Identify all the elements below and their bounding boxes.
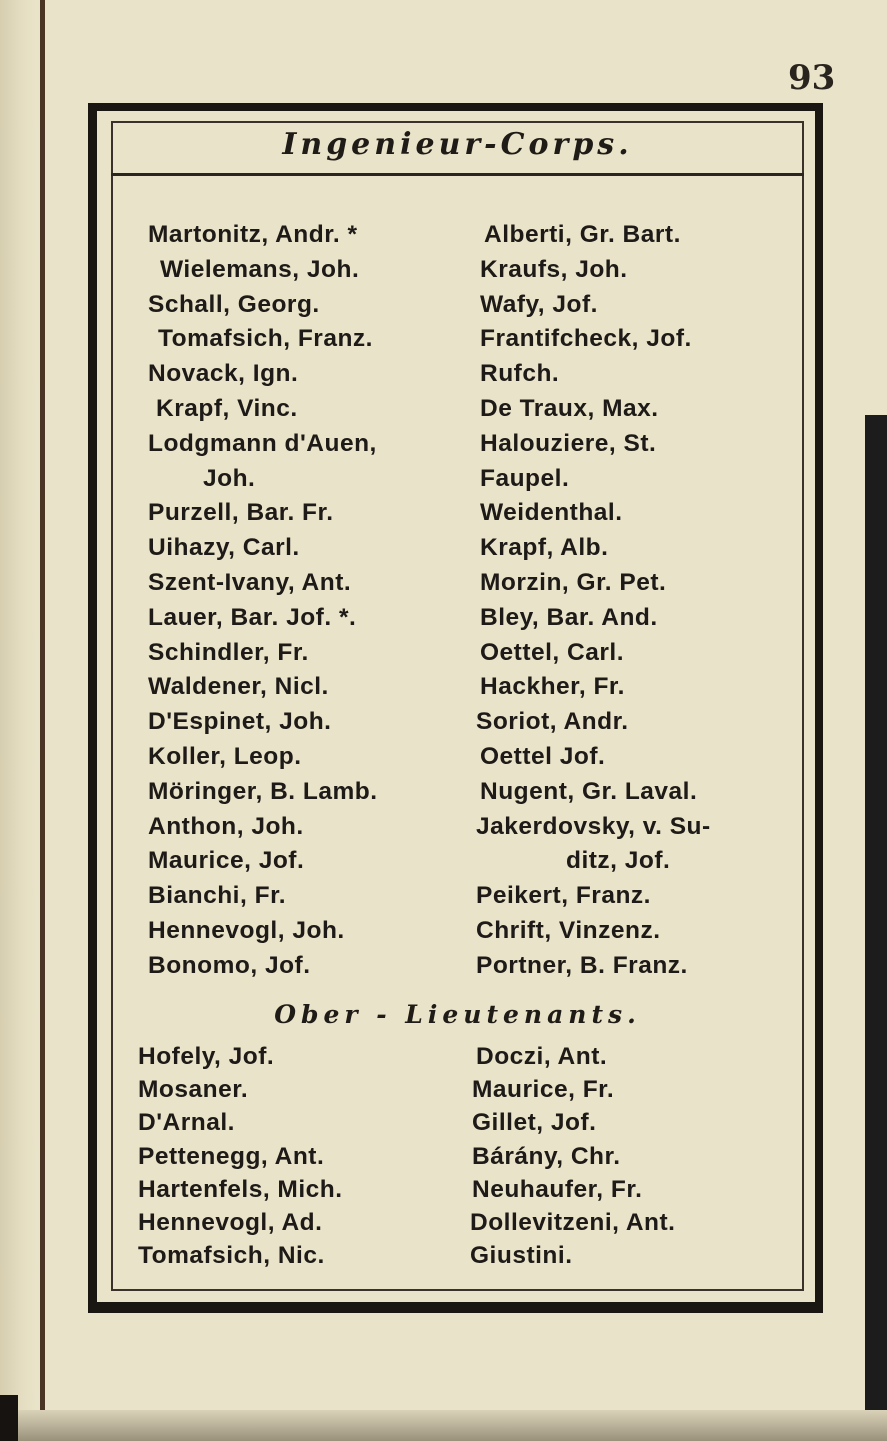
list-entry: Hennevogl, Ad.	[138, 1208, 323, 1236]
list-entry: Novack, Ign.	[148, 360, 299, 388]
ink-blot	[0, 1395, 18, 1441]
list-entry: Nugent, Gr. Laval.	[480, 777, 698, 805]
list-entry: Martonitz, Andr. *	[148, 221, 358, 248]
list-entry: Bárány, Chr.	[472, 1142, 621, 1170]
list-entry: Purzell, Bar. Fr.	[148, 499, 334, 527]
list-entry: Möringer, B. Lamb.	[148, 777, 378, 805]
list-entry: Morzin, Gr. Pet.	[480, 568, 667, 596]
list-entry-continuation: Joh.	[203, 464, 256, 492]
list-entry: Tomafsich, Nic.	[138, 1242, 325, 1270]
list-entry: Halouziere, St.	[480, 429, 657, 457]
list-entry: Maurice, Jof.	[148, 847, 305, 875]
list-entry: Szent-Ivany, Ant.	[148, 568, 352, 596]
page-spine-shadow	[0, 0, 36, 1441]
page-bottom-shadow	[0, 1410, 887, 1441]
list-entry: Uihazy, Carl.	[148, 534, 300, 562]
list-entry: Faupel.	[480, 464, 570, 492]
list-entry: Wielemans, Joh.	[160, 255, 360, 283]
list-entry: Koller, Leop.	[148, 742, 302, 770]
list-entry: Soriot, Andr.	[476, 708, 629, 736]
list-entry: Tomafsich, Franz.	[158, 325, 373, 353]
list-entry: Kraufs, Joh.	[480, 255, 628, 283]
list-entry: Hofely, Jof.	[138, 1043, 275, 1070]
subsection-title: Ober - Lieutenants.	[274, 1000, 641, 1029]
list-entry: Dollevitzeni, Ant.	[470, 1208, 676, 1236]
list-entry: Oettel Jof.	[480, 742, 606, 770]
list-entry: Chrift, Vinzenz.	[476, 916, 661, 944]
list-entry: D'Arnal.	[138, 1109, 235, 1137]
list-entry: Wafy, Jof.	[480, 290, 598, 318]
list-entry: Peikert, Franz.	[476, 882, 651, 910]
list-entry-continuation: ditz, Jof.	[566, 847, 671, 875]
scan-background-edge	[865, 415, 887, 1441]
list-entry: Hackher, Fr.	[480, 673, 625, 701]
list-entry: Portner, B. Franz.	[476, 951, 688, 979]
list-entry: Oettel, Carl.	[480, 638, 625, 666]
list-entry: Bley, Bar. And.	[480, 603, 658, 631]
list-entry: Gillet, Jof.	[472, 1109, 597, 1137]
list-entry: Schall, Georg.	[148, 290, 320, 318]
list-entry: Neuhaufer, Fr.	[472, 1175, 643, 1203]
page-number: 93	[788, 58, 836, 98]
list-entry: Mosaner.	[138, 1076, 249, 1104]
list-entry: Krapf, Vinc.	[156, 394, 298, 422]
list-entry: Bianchi, Fr.	[148, 882, 287, 910]
title-rule	[111, 173, 804, 176]
section-title: Ingenieur-Corps.	[282, 127, 633, 162]
list-entry: Rufch.	[480, 360, 560, 388]
list-entry: Krapf, Alb.	[480, 534, 609, 562]
list-entry: De Traux, Max.	[480, 394, 659, 422]
list-entry: Giustini.	[470, 1242, 573, 1270]
list-entry: Jakerdovsky, v. Su-	[476, 812, 711, 840]
name-column-left	[148, 218, 378, 984]
list-entry: Frantifcheck, Jof.	[480, 325, 692, 353]
list-entry: Lauer, Bar. Jof. *.	[148, 603, 357, 631]
list-entry: Hennevogl, Joh.	[148, 916, 345, 944]
name-column-right	[476, 218, 711, 984]
list-entry: Alberti, Gr. Bart.	[484, 221, 681, 248]
list-entry: Bonomo, Jof.	[148, 951, 311, 979]
list-entry: Pettenegg, Ant.	[138, 1142, 325, 1170]
lieutenants-column-right	[470, 1040, 675, 1272]
list-entry: Anthon, Joh.	[148, 812, 304, 840]
list-entry: Weidenthal.	[480, 499, 623, 527]
lieutenants-column-left	[138, 1040, 343, 1272]
list-entry: D'Espinet, Joh.	[148, 708, 332, 736]
list-entry: Waldener, Nicl.	[148, 673, 329, 701]
list-entry: Schindler, Fr.	[148, 638, 309, 666]
list-entry: Lodgmann d'Auen,	[148, 429, 377, 457]
list-entry: Maurice, Fr.	[472, 1076, 615, 1104]
list-entry: Doczi, Ant.	[476, 1043, 608, 1070]
previous-page-edge	[40, 0, 45, 1441]
list-entry: Hartenfels, Mich.	[138, 1175, 343, 1203]
